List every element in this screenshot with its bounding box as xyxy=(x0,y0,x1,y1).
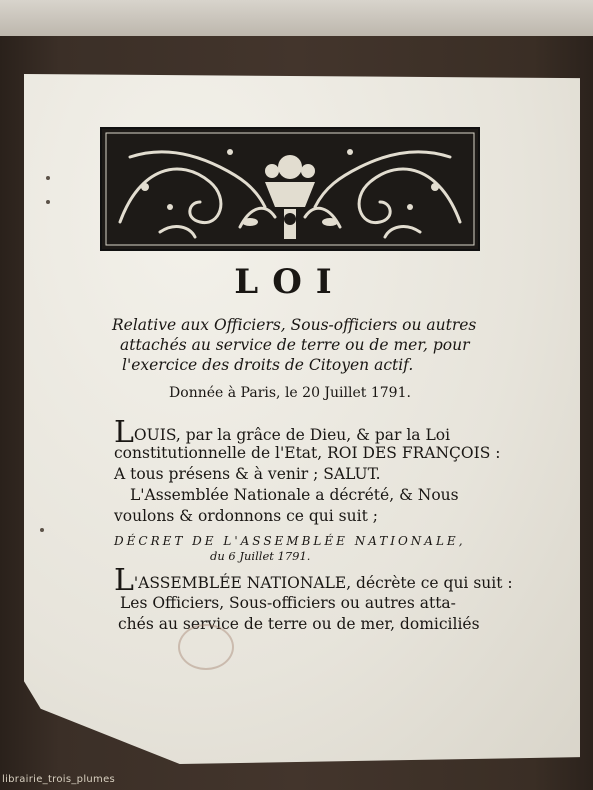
preamble-line: constitutionnelle de l'Etat, ROI DES FRANÇOIS : xyxy=(114,444,501,462)
faded-stamp xyxy=(178,624,234,670)
binding-hole xyxy=(40,528,44,532)
dropcap: L xyxy=(114,415,134,450)
date-line: Donnée à Paris, le 20 Juillet 1791. xyxy=(169,385,411,401)
binding-hole xyxy=(46,200,50,204)
preamble-line: voulons & ordonnons ce qui suit ; xyxy=(114,507,378,525)
subtitle-line: l'exercice des droits de Citoyen actif. xyxy=(122,356,414,374)
ornamental-headpiece xyxy=(100,127,480,251)
decree-heading: DÉCRET DE L'ASSEMBLÉE NATIONALE, xyxy=(114,534,466,548)
preamble-text: OUIS, par la grâce de Dieu, & par la Loi xyxy=(133,426,451,444)
article-line: Les Officiers, Sous-officiers ou autres atta- xyxy=(120,594,456,612)
preamble-line: A tous présens & à venir ; SALUT. xyxy=(114,465,381,483)
document-title: LOI xyxy=(234,262,346,302)
article-line: chés au service de terre ou de mer, domiciliés xyxy=(118,615,480,633)
article-text: 'ASSEMBLÉE NATIONALE, décrète ce qui suit : xyxy=(133,574,513,592)
binding-hole xyxy=(46,176,50,180)
watermark: librairie_trois_plumes xyxy=(2,774,116,785)
decree-date: du 6 Juillet 1791. xyxy=(210,549,311,563)
subtitle-line: Relative aux Officiers, Sous-officiers ou autres xyxy=(112,316,477,334)
preamble-line: L'Assemblée Nationale a décrété, & Nous xyxy=(130,486,459,504)
subtitle-line: attachés au service de terre ou de mer, pour xyxy=(120,336,470,354)
wall-background xyxy=(0,0,593,36)
article-line xyxy=(114,563,513,598)
dropcap: L xyxy=(114,563,134,598)
